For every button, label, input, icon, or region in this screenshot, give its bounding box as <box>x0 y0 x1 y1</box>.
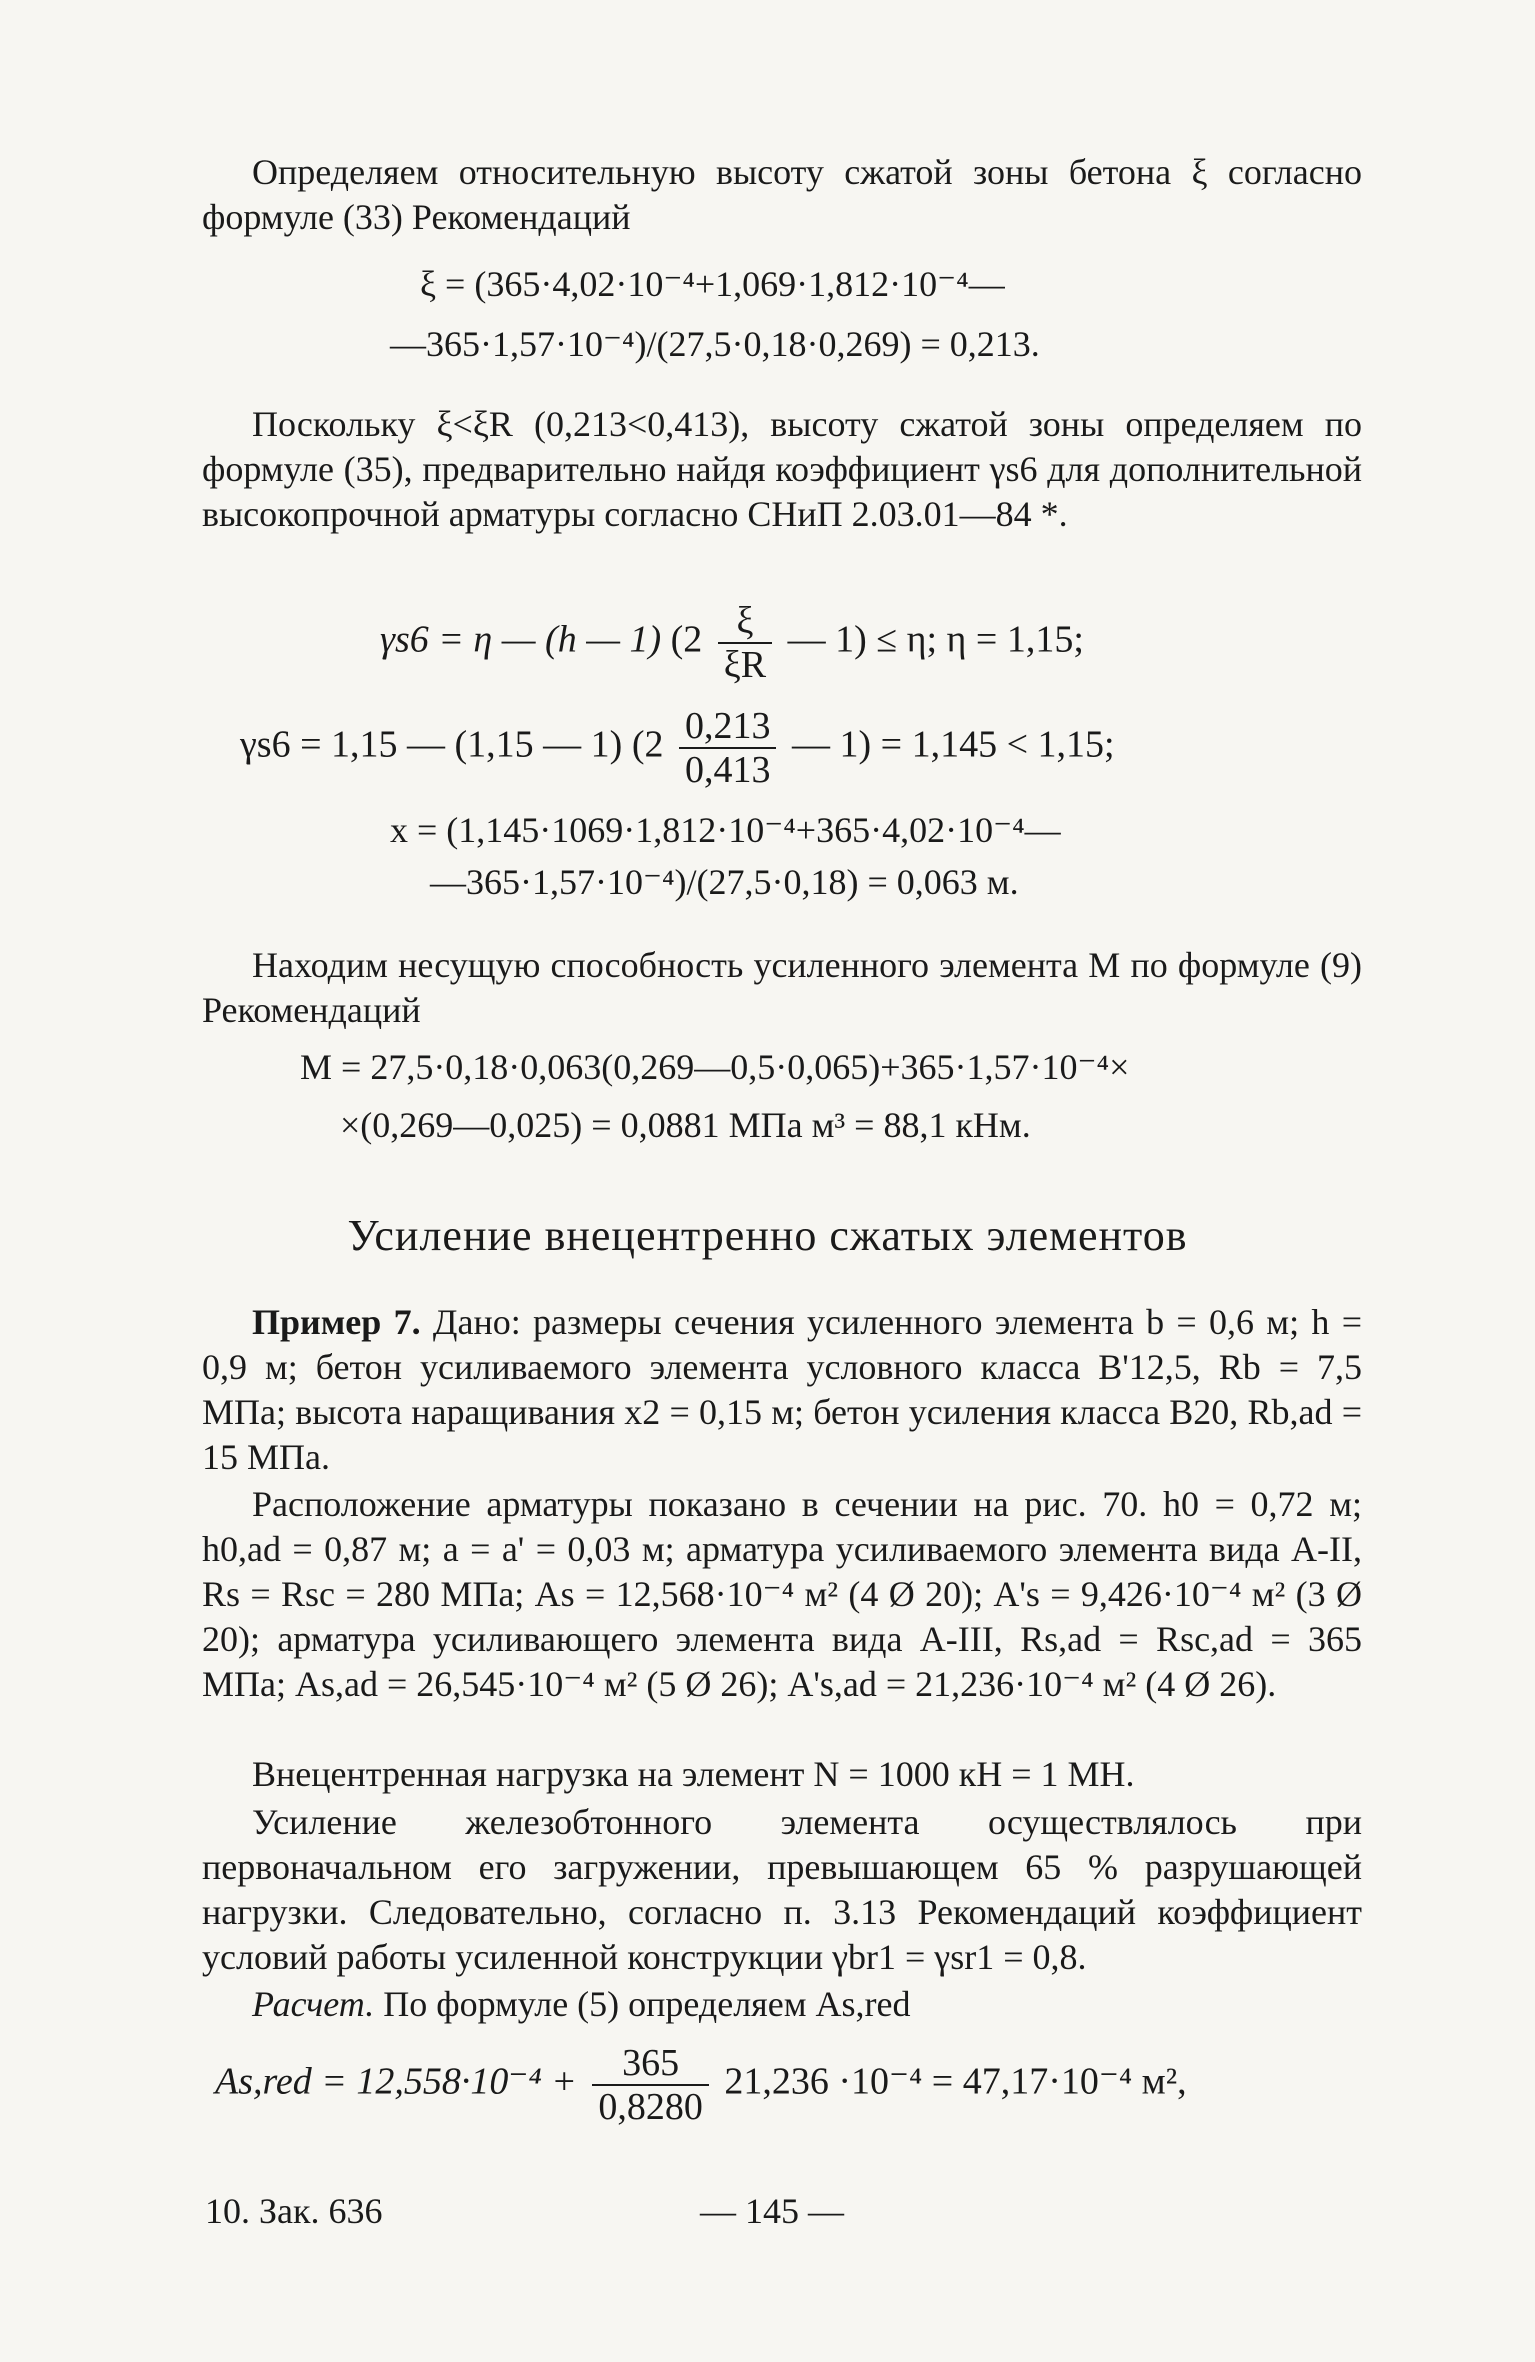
gamma-calculation <box>240 705 1115 791</box>
footer-order-number: 10. Зак. 636 <box>205 2191 383 2231</box>
asred-rhs: 21,236 ·10⁻⁴ = 47,17·10⁻⁴ м², <box>724 2060 1187 2103</box>
paragraph-example-7 <box>202 1300 1362 1480</box>
asred-formula <box>215 2042 1187 2128</box>
example-label: Пример 7. <box>252 1302 421 1342</box>
calc-text: По формуле (5) определяем As,red <box>383 1984 911 2024</box>
fraction-numerator: 0,213 <box>679 705 777 749</box>
paragraph-calculation <box>202 1982 1362 2027</box>
gamma-lhs: γs6 = η — (h — 1) <box>380 618 662 661</box>
gamma-calc-paren-close: — 1) <box>791 723 872 766</box>
gamma-calc-lhs: γs6 = 1,15 — (1,15 — 1) <box>240 723 623 766</box>
paragraph-since: Поскольку ξ<ξR (0,213<0,413), высоту сжатой зоны определяем по формуле (35), предварительно найдя коэффициент γs6 для дополнительной высокопрочной арматуры согласно СНиП 2.03.01—84 *. <box>202 404 1362 534</box>
section-heading: Усиление внецентренно сжатых элементов <box>347 1211 1188 1260</box>
example-text: Дано: размеры сечения усиленного элемента b = 0,6 м; h = 0,9 м; бетон усиливаемого элемента условного класса В'12,5, Rb = 7,5 МПа; высота наращивания x2 = 0,15 м; бетон усиления класса В20, Rb,ad = 15 МПа. <box>202 1302 1363 1477</box>
fraction-numerator: 365 <box>592 2042 709 2086</box>
paragraph-strengthening: Усиление железобтонного элемента осуществлялось при первоначальном его загружении, превышающем 65 % разрушающей нагрузки. Следовательно, согласно п. 3.13 Рекомендаций коэффициент условий работы усиленной конструкции γbr1 = γsr1 = 0,8. <box>202 1802 1362 1977</box>
gamma-paren-open: (2 <box>670 618 703 661</box>
gamma-calc-rhs: = 1,145 < 1,15; <box>880 723 1115 766</box>
gamma-paren-close: — 1) <box>787 618 867 661</box>
paragraph-bearing-capacity: Находим несущую способность усиленного элемента M по формуле (9) Рекомендаций <box>202 945 1362 1030</box>
xi-ratio-fraction <box>718 600 772 686</box>
gamma-calc-fraction <box>679 705 777 791</box>
calc-label: Расчет. <box>252 1984 375 2024</box>
fraction-denominator: 0,413 <box>684 749 771 791</box>
gamma-formula <box>380 600 1084 686</box>
fraction-denominator: ξR <box>723 644 767 686</box>
gamma-calc-paren-open: (2 <box>631 723 664 766</box>
paragraph-reinforcement: Расположение арматуры показано в сечении на рис. 70. h0 = 0,72 м; h0,ad = 0,87 м; a = a' = 0,03 м; арматура усиливаемого элемента вида А-II, Rs = Rsc = 280 МПа; As = 12,568·10⁻⁴ м² (4 Ø 20); A's = 9,426·10⁻⁴ м² (3 Ø 20); арматура усиливающего элемента вида А-III, Rs,ad = Rsc,ad = 365 МПа; As,ad = 26,545·10⁻⁴ м² (5 Ø 26); A's,ad = 21,236·10⁻⁴ м² (4 Ø 26). <box>202 1484 1362 1704</box>
m-formula-line-2: ×(0,269—0,025) = 0,0881 МПа м³ = 88,1 кНм. <box>340 1105 1031 1145</box>
m-formula-line-1: M = 27,5·0,18·0,063(0,269—0,5·0,065)+365·1,57·10⁻⁴× <box>300 1047 1130 1087</box>
gamma-rhs: ≤ η; η = 1,15; <box>876 618 1084 661</box>
asred-lhs: As,red = 12,558·10⁻⁴ + <box>215 2060 577 2103</box>
xi-formula-line-2: —365·1,57·10⁻⁴)/(27,5·0,18·0,269) = 0,213. <box>390 324 1040 364</box>
paragraph-relative-height: Определяем относительную высоту сжатой зоны бетона ξ согласно формуле (33) Рекомендаций <box>202 152 1362 237</box>
x-formula-line-1: x = (1,145·1069·1,812·10⁻⁴+365·4,02·10⁻⁴— <box>390 810 1061 850</box>
fraction-numerator: ξ <box>718 600 772 644</box>
x-formula-line-2: —365·1,57·10⁻⁴)/(27,5·0,18) = 0,063 м. <box>430 862 1019 902</box>
paragraph-load: Внецентренная нагрузка на элемент N = 1000 кН = 1 МН. <box>252 1754 1135 1794</box>
fraction-denominator: 0,8280 <box>598 2086 703 2128</box>
xi-formula-line-1: ξ = (365·4,02·10⁻⁴+1,069·1,812·10⁻⁴— <box>420 264 1005 304</box>
asred-fraction <box>592 2042 709 2128</box>
page-number: — 145 — <box>700 2191 844 2231</box>
